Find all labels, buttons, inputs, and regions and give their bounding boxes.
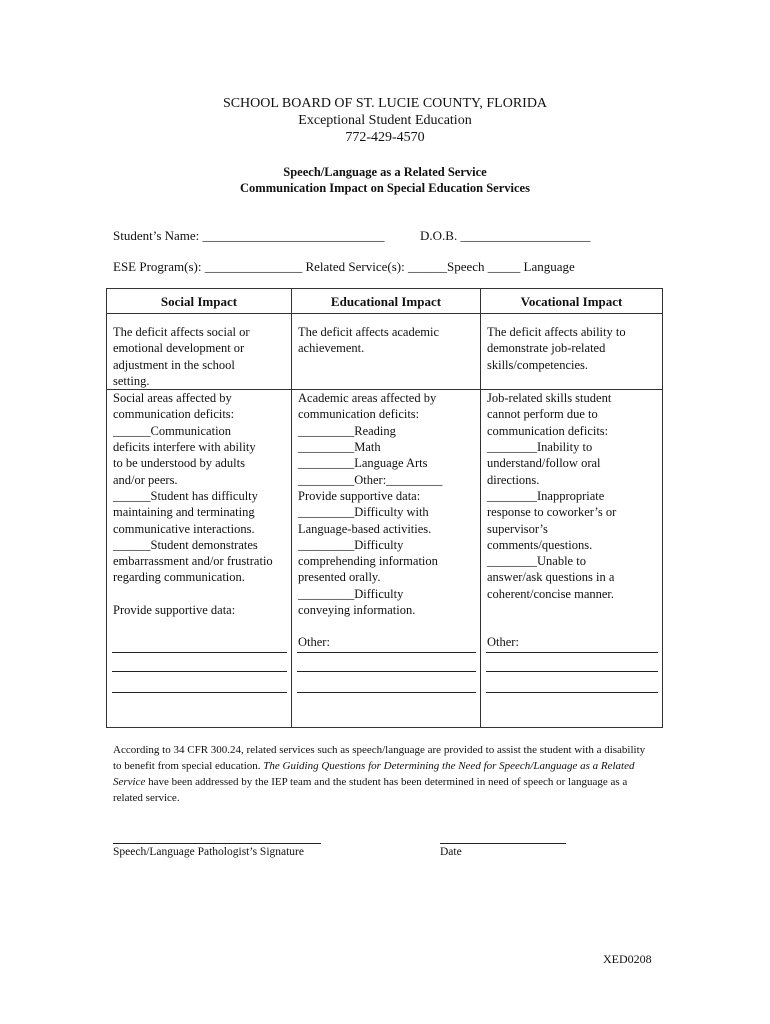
educational-item[interactable]: _________Difficulty with xyxy=(298,505,429,520)
social-def-line: emotional development or xyxy=(113,341,245,356)
social-item: communicative interactions. xyxy=(113,521,255,536)
educational-item[interactable]: _________Language Arts xyxy=(298,456,428,471)
social-data-line[interactable] xyxy=(112,692,287,693)
form-code: XED0208 xyxy=(603,952,652,966)
vocational-item: comments/questions. xyxy=(487,537,593,552)
paragraph-part-2: have been addressed by the IEP team and the student has been determined in need of speech or language as a related service. xyxy=(113,776,628,804)
department-name: Exceptional Student Education xyxy=(298,113,472,128)
vocational-item: directions. xyxy=(487,472,540,487)
vocational-data-line[interactable] xyxy=(486,652,658,653)
social-item[interactable]: ______Student demonstrates xyxy=(113,537,258,552)
header-educational-impact: Educational Impact xyxy=(292,289,481,314)
educational-item[interactable]: _________Other:_________ xyxy=(298,472,443,487)
educational-def-line: The deficit affects academic xyxy=(298,325,440,339)
vocational-item[interactable]: ________Inability to xyxy=(487,440,593,455)
educational-item[interactable]: _________Math xyxy=(298,440,381,455)
social-item[interactable]: ______Student has difficulty xyxy=(113,488,258,503)
educational-item: conveying information. xyxy=(298,603,416,618)
vocational-data-line[interactable] xyxy=(486,692,658,693)
form-title-line-1: Speech/Language as a Related Service xyxy=(283,165,487,179)
educational-data-line[interactable] xyxy=(297,692,476,693)
social-items-cell xyxy=(107,390,292,728)
date-line[interactable] xyxy=(440,843,566,844)
vocational-item: communication deficits: xyxy=(487,423,609,438)
educational-item: Language-based activities. xyxy=(298,521,432,536)
org-name: SCHOOL BOARD OF ST. LUCIE COUNTY, FLORIDA xyxy=(222,96,548,111)
educational-item: Provide supportive data: xyxy=(298,488,421,503)
social-data-line[interactable] xyxy=(112,652,287,653)
educational-definition-cell xyxy=(292,314,481,390)
social-item: maintaining and terminating xyxy=(113,505,255,520)
social-item: communication deficits: xyxy=(113,407,235,422)
educational-items-cell xyxy=(292,390,481,728)
social-def-line: setting. xyxy=(113,373,150,388)
educational-item: comprehending information xyxy=(298,554,438,569)
vocational-def-line: skills/competencies. xyxy=(487,357,589,372)
paragraph-italic-title: The Guiding Questions for Determining the Need for Speech/Language as a Related Service xyxy=(113,760,635,788)
header-social-impact: Social Impact xyxy=(107,289,292,314)
social-item: Social areas affected by xyxy=(113,391,232,406)
educational-item[interactable]: _________Difficulty xyxy=(298,586,404,601)
educational-data-line[interactable] xyxy=(297,652,476,653)
vocational-item: coherent/concise manner. xyxy=(487,586,615,601)
social-definition-cell xyxy=(107,314,292,390)
educational-item: Academic areas affected by xyxy=(298,391,437,406)
impact-table xyxy=(106,288,663,728)
vocational-def-line: demonstrate job-related xyxy=(487,341,606,356)
educational-item[interactable]: _________Difficulty xyxy=(298,537,404,552)
educational-data-line[interactable] xyxy=(297,671,476,672)
vocational-item: answer/ask questions in a xyxy=(487,570,615,585)
vocational-item: cannot perform due to xyxy=(487,407,598,422)
vocational-definition-cell xyxy=(481,314,663,390)
social-def-line: adjustment in the school xyxy=(113,357,235,372)
vocational-item: Job-related skills student xyxy=(487,391,612,406)
slp-signature-label: Speech/Language Pathologist’s Signature xyxy=(113,846,304,858)
educational-other-label[interactable]: Other: xyxy=(298,635,330,650)
social-supportive-label: Provide supportive data: xyxy=(113,602,236,617)
date-label: Date xyxy=(440,846,462,858)
vocational-item: understand/follow oral xyxy=(487,456,601,471)
header-vocational-impact: Vocational Impact xyxy=(481,289,663,314)
social-item: deficits interfere with ability xyxy=(113,440,256,455)
educational-item: presented orally. xyxy=(298,570,381,585)
educational-item: communication deficits: xyxy=(298,407,420,422)
ese-program-field[interactable]: ESE Program(s): _______________ Related Service(s): ______Speech _____ Language xyxy=(113,259,575,274)
vocational-data-line[interactable] xyxy=(486,671,658,672)
authorization-paragraph xyxy=(113,742,653,806)
social-data-line[interactable] xyxy=(112,671,287,672)
vocational-item: supervisor’s xyxy=(487,521,548,536)
vocational-items-cell xyxy=(481,390,663,728)
educational-item[interactable]: _________Reading xyxy=(298,423,396,438)
vocational-other-label[interactable]: Other: xyxy=(487,635,519,650)
phone-number: 772-429-4570 xyxy=(345,130,425,145)
slp-signature-line[interactable] xyxy=(113,843,321,844)
vocational-item[interactable]: ________Inappropriate xyxy=(487,488,605,503)
social-def-line: The deficit affects social or xyxy=(113,325,250,339)
social-item[interactable]: ______Communication xyxy=(113,423,232,438)
social-item: and/or peers. xyxy=(113,472,178,487)
student-name-field[interactable]: Student’s Name: ____________________________ xyxy=(113,228,385,243)
vocational-item[interactable]: ________Unable to xyxy=(487,554,586,569)
dob-field[interactable]: D.O.B. ____________________ xyxy=(420,228,591,243)
social-item: to be understood by adults xyxy=(113,456,245,471)
social-item: regarding communication. xyxy=(113,570,245,585)
vocational-item: response to coworker’s or xyxy=(487,505,617,520)
paragraph-part-1: According to 34 CFR 300.24, related services such as speech/language are provided to assist the student with a disability to benefit from special education. xyxy=(113,744,646,772)
form-title-line-2: Communication Impact on Special Education Services xyxy=(240,181,530,195)
vocational-def-line: The deficit affects ability to xyxy=(487,325,626,339)
social-item: embarrassment and/or frustratio xyxy=(113,554,273,569)
educational-def-line: achievement. xyxy=(298,341,365,356)
